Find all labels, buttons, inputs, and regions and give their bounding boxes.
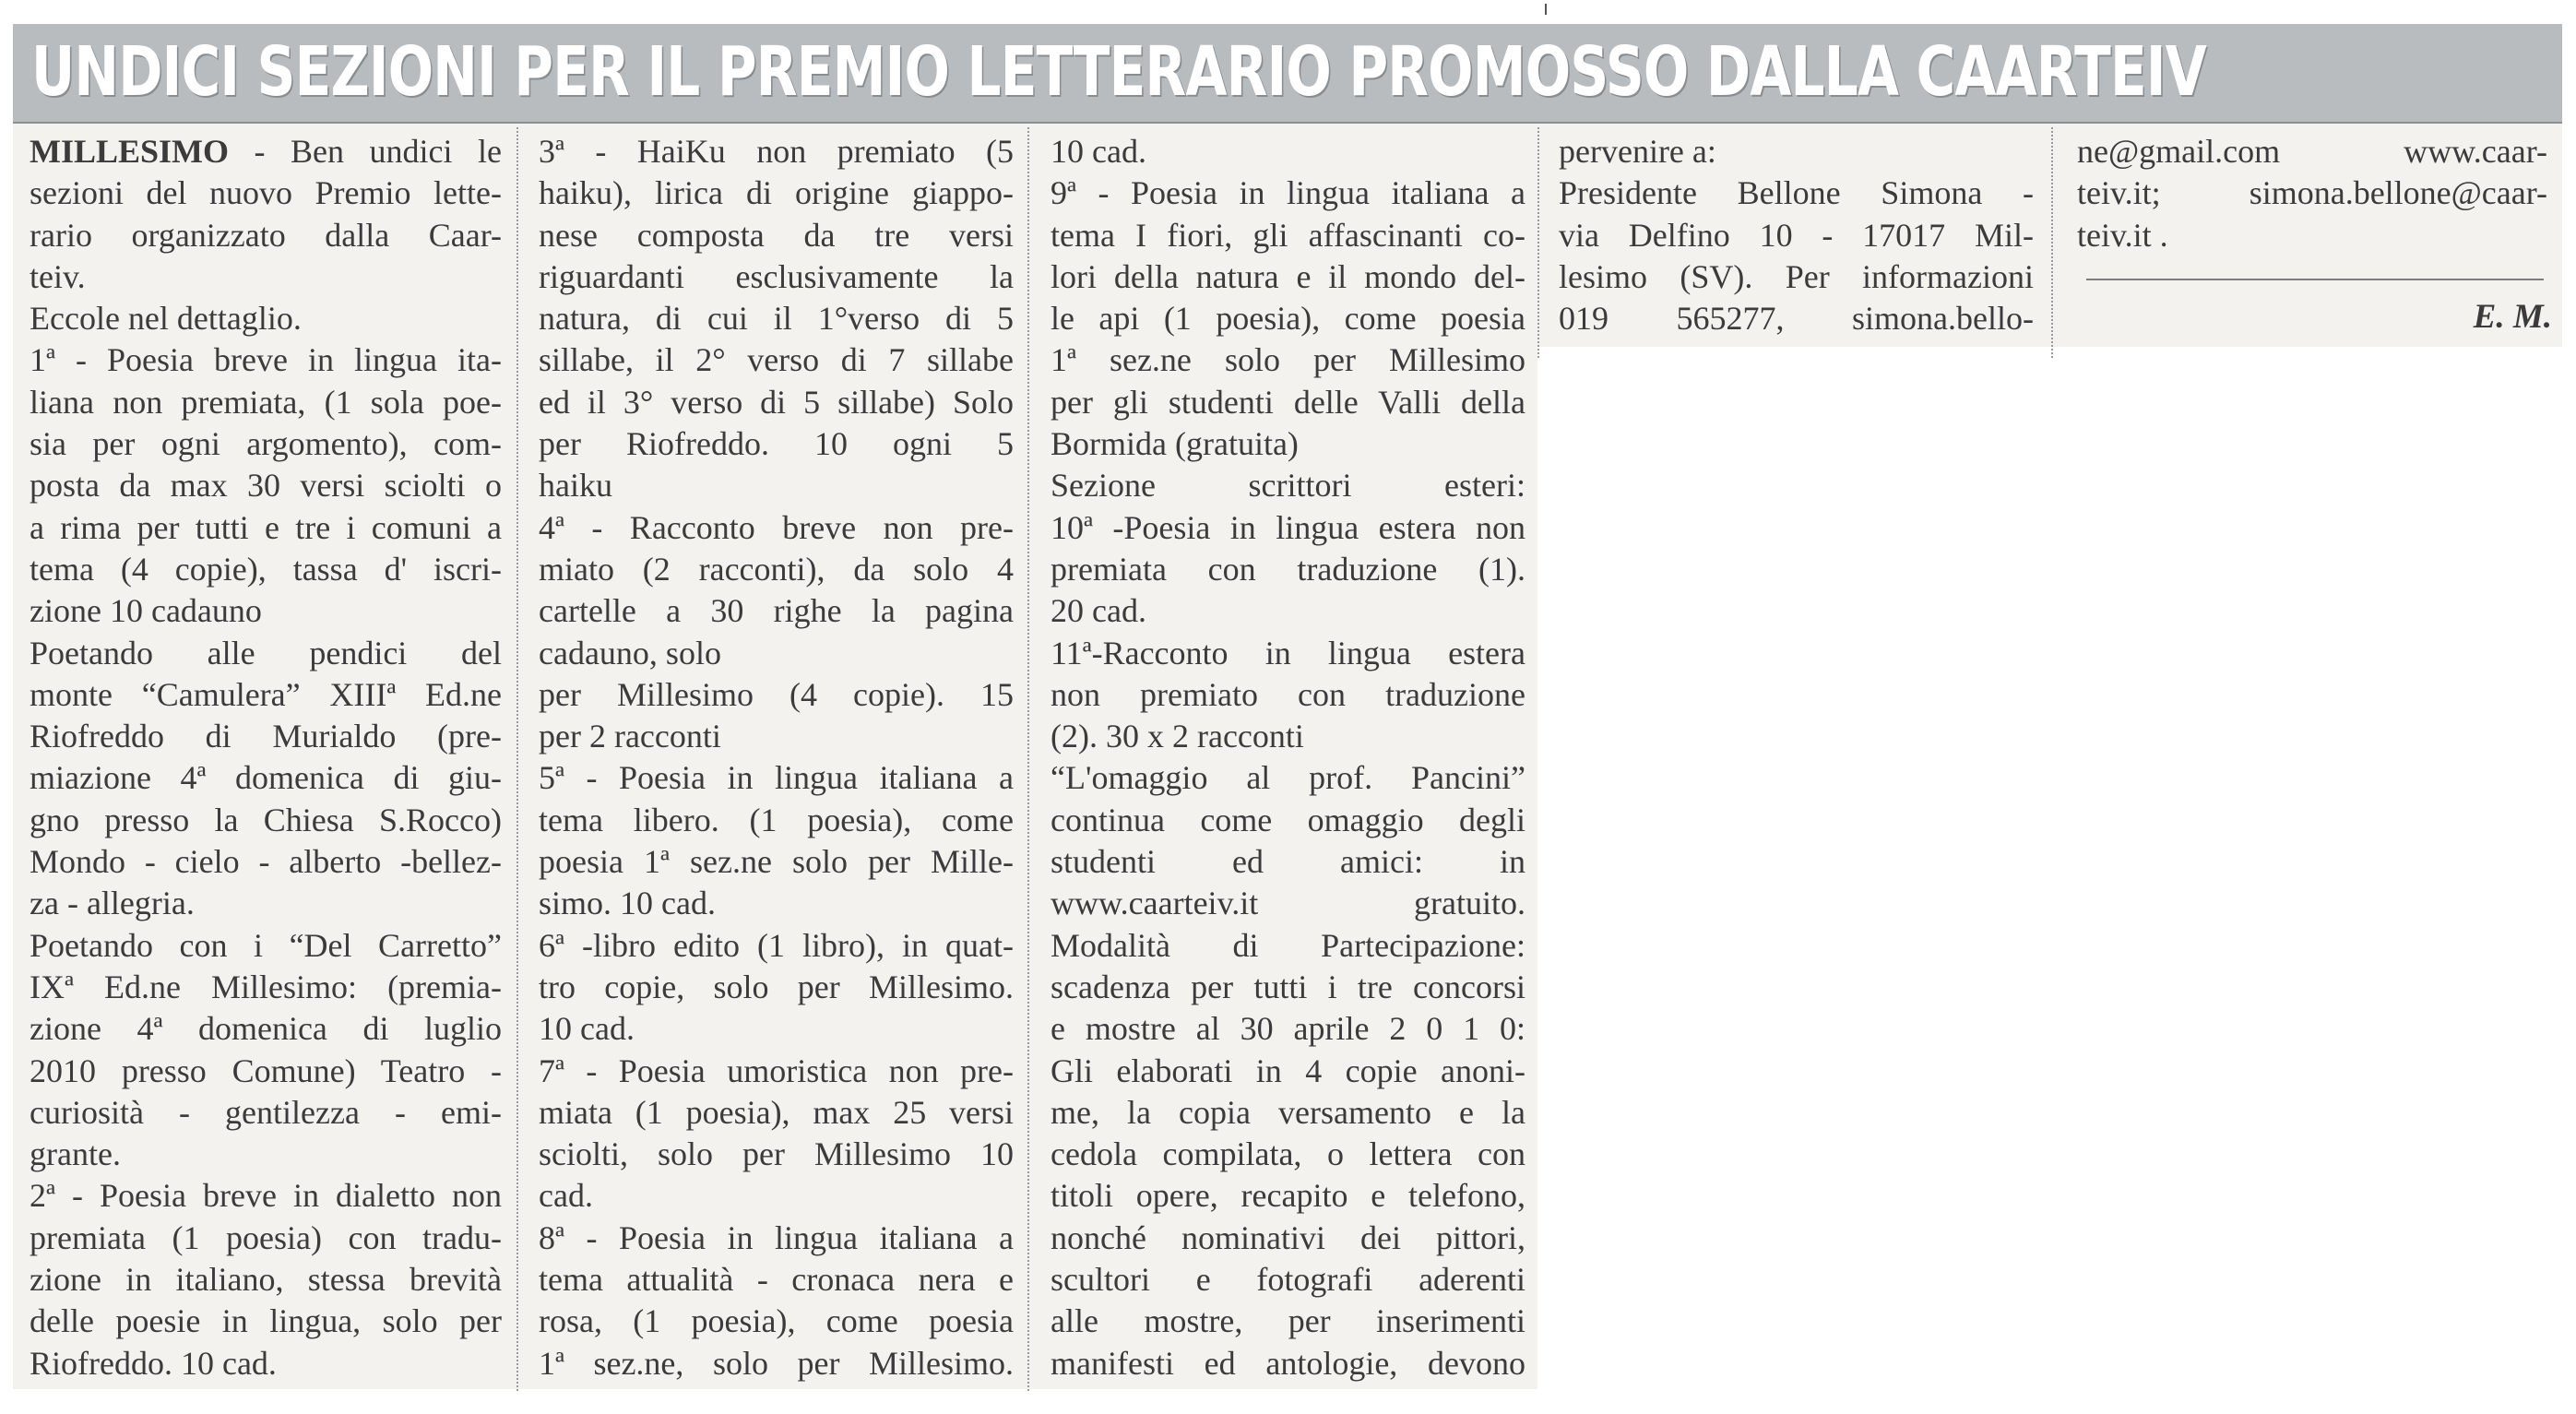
text-line: cad. xyxy=(539,1177,593,1215)
text-line: rosa, (1 poesia), come poesia xyxy=(539,1302,1014,1340)
column-divider xyxy=(516,127,518,1391)
text-line: per Riofreddo. 10 ogni 5 xyxy=(539,425,1014,463)
text-line: cedola compilata, o lettera con xyxy=(1051,1135,1525,1173)
text-line: sia per ogni argomento), com- xyxy=(30,425,502,463)
text-line: studenti ed amici: in xyxy=(1051,843,1525,881)
article-column-2 xyxy=(539,131,1014,1384)
article-column-1 xyxy=(30,131,502,1384)
text-line: miata (1 poesia), max 25 versi xyxy=(539,1093,1014,1131)
text-line: scultori e fotografi aderenti xyxy=(1051,1261,1525,1299)
text-line: Bormida (gratuita) xyxy=(1051,425,1299,463)
text-line: a rima per tutti e tre i comuni a xyxy=(30,508,502,546)
text-line: MILLESIMO - Ben undici le xyxy=(30,133,502,170)
text-line: 4ª - Racconto breve non pre- xyxy=(539,508,1014,546)
text-line: per Millesimo (4 copie). 15 xyxy=(539,675,1014,713)
column-divider xyxy=(1537,127,1539,358)
text-line: tema libero. (1 poesia), come xyxy=(539,801,1014,838)
text-line: Sezione scrittori esteri: xyxy=(1051,467,1525,505)
text-line: pervenire a: xyxy=(1559,133,1716,170)
text-line: e mostre al 30 aprile 2 0 1 0: xyxy=(1051,1010,1525,1048)
text-line: za - allegria. xyxy=(30,885,195,922)
text-line: ne@gmail.com www.caar- xyxy=(2077,133,2547,170)
text-line: Eccole nel dettaglio. xyxy=(30,300,302,338)
article-column-5 xyxy=(2077,131,2547,256)
text-line: 1ª - Poesia breve in lingua ita- xyxy=(30,341,502,379)
column-divider xyxy=(1027,127,1029,1391)
text-line: Mondo - cielo - alberto -bellez- xyxy=(30,843,502,881)
article-column-3 xyxy=(1051,131,1525,1384)
text-line: IXª Ed.ne Millesimo: (premia- xyxy=(30,968,502,1005)
text-line: curiosità - gentilezza - emi- xyxy=(30,1093,502,1131)
headline: UNDICI SEZIONI PER IL PREMIO LETTERARIO PROMOSSO DALLA CAARTEIV xyxy=(31,32,2206,112)
text-line: teiv. xyxy=(30,257,86,295)
text-line: 11ª-Racconto in lingua estera xyxy=(1051,634,1525,671)
text-line: 10 cad. xyxy=(1051,133,1146,170)
text-line: grante. xyxy=(30,1135,121,1173)
text-line: via Delfino 10 - 17017 Mil- xyxy=(1559,216,2034,254)
text-line: nese composta da tre versi xyxy=(539,216,1014,254)
text-line: ed il 3° verso di 5 sillabe) Solo xyxy=(539,383,1014,421)
text-line: le api (1 poesia), come poesia xyxy=(1051,300,1525,338)
text-line: tema attualità - cronaca nera e xyxy=(539,1261,1014,1299)
text-line: miazione 4ª domenica di giu- xyxy=(30,759,502,797)
text-line: Modalità di Partecipazione: xyxy=(1051,926,1525,964)
text-line: 10ª -Poesia in lingua estera non xyxy=(1051,508,1525,546)
text-line: alle mostre, per inserimenti xyxy=(1051,1302,1525,1340)
text-line: simo. 10 cad. xyxy=(539,885,716,922)
dateline: MILLESIMO xyxy=(30,133,230,170)
text-line: haiku xyxy=(539,467,612,505)
text-line: manifesti ed antologie, devono xyxy=(1051,1344,1525,1382)
text-line: scadenza per tutti i tre concorsi xyxy=(1051,968,1525,1005)
text-line: zione 10 cadauno xyxy=(30,592,262,630)
text-line: Riofreddo. 10 cad. xyxy=(30,1344,277,1382)
text-line: zione 4ª domenica di luglio xyxy=(30,1010,502,1048)
text-line: continua come omaggio degli xyxy=(1051,801,1525,838)
text-line: lori della natura e il mondo del- xyxy=(1051,257,1525,295)
text-line: zione in italiano, stessa brevità xyxy=(30,1261,502,1299)
text-line: 1ª sez.ne solo per Millesimo xyxy=(1051,341,1525,379)
text-line: cadauno, solo xyxy=(539,634,721,671)
text-line: 2010 presso Comune) Teatro - xyxy=(30,1052,502,1089)
newspaper-clipping xyxy=(0,18,2576,1414)
text-line: gno presso la Chiesa S.Rocco) xyxy=(30,801,502,838)
text-line: “L'omaggio al prof. Pancini” xyxy=(1051,759,1525,797)
text-line: tro copie, solo per Millesimo. xyxy=(539,968,1014,1005)
text-line: 8ª - Poesia in lingua italiana a xyxy=(539,1218,1014,1256)
text-line: miato (2 racconti), da solo 4 xyxy=(539,550,1014,588)
text-line: 10 cad. xyxy=(539,1010,635,1048)
text-line: premiata (1 poesia) con tradu- xyxy=(30,1218,502,1256)
text-line: 3ª - HaiKu non premiato (5 xyxy=(539,133,1014,170)
text-line: posta da max 30 versi sciolti o xyxy=(30,467,502,505)
text-line: nonché nominativi dei pittori, xyxy=(1051,1218,1525,1256)
text-line: monte “Camulera” XIIIª Ed.ne xyxy=(30,675,502,713)
text-line: Poetando alle pendici del xyxy=(30,634,502,671)
text-line: lesimo (SV). Per informazioni xyxy=(1559,257,2034,295)
closing-rule xyxy=(2086,279,2544,280)
text-line: liana non premiata, (1 sola poe- xyxy=(30,383,502,421)
text-line: haiku), lirica di origine giappo- xyxy=(539,174,1014,212)
text-line: riguardanti esclusivamente la xyxy=(539,257,1014,295)
text-line: tema I fiori, gli affascinanti co- xyxy=(1051,216,1525,254)
text-line: Riofreddo di Murialdo (pre- xyxy=(30,718,502,755)
crop-mark xyxy=(1545,4,1547,15)
text-line: 2ª - Poesia breve in dialetto non xyxy=(30,1177,502,1215)
text-line: teiv.it; simona.bellone@caar- xyxy=(2077,174,2547,212)
text-line: titoli opere, recapito e telefono, xyxy=(1051,1177,1525,1215)
article-column-4 xyxy=(1559,131,2034,339)
author-signature: E. M. xyxy=(2473,298,2552,336)
text-line: poesia 1ª sez.ne solo per Mille- xyxy=(539,843,1014,881)
text-line: teiv.it . xyxy=(2077,216,2168,254)
text-line: delle poesie in lingua, solo per xyxy=(30,1302,502,1340)
text-line: 019 565277, simona.bello- xyxy=(1559,300,2034,338)
text-line: sezioni del nuovo Premio lette- xyxy=(30,174,502,212)
text-line: Presidente Bellone Simona - xyxy=(1559,174,2034,212)
text-line: (2). 30 x 2 racconti xyxy=(1051,718,1304,755)
text-line: 20 cad. xyxy=(1051,592,1146,630)
text-line: 5ª - Poesia in lingua italiana a xyxy=(539,759,1014,797)
text-line: me, la copia versamento e la xyxy=(1051,1093,1525,1131)
text-line: sillabe, il 2° verso di 7 sillabe xyxy=(539,341,1014,379)
column-divider xyxy=(2051,127,2053,358)
text-line: premiata con traduzione (1). xyxy=(1051,550,1525,588)
text-line: rario organizzato dalla Caar- xyxy=(30,216,502,254)
text-line: 9ª - Poesia in lingua italiana a xyxy=(1051,174,1525,212)
text-line: Poetando con i “Del Carretto” xyxy=(30,926,502,964)
text-line: 1ª sez.ne, solo per Millesimo. xyxy=(539,1344,1014,1382)
text-line: Gli elaborati in 4 copie anoni- xyxy=(1051,1052,1525,1089)
text-line: per 2 racconti xyxy=(539,718,721,755)
text-line: natura, di cui il 1°verso di 5 xyxy=(539,300,1014,338)
text-line: cartelle a 30 righe la pagina xyxy=(539,592,1014,630)
text-line: 6ª -libro edito (1 libro), in quat- xyxy=(539,926,1014,964)
text-line: 7ª - Poesia umoristica non pre- xyxy=(539,1052,1014,1089)
text-line: sciolti, solo per Millesimo 10 xyxy=(539,1135,1014,1173)
text-line: non premiato con traduzione xyxy=(1051,675,1525,713)
text-line: tema (4 copie), tassa d' iscri- xyxy=(30,550,502,588)
text-line: per gli studenti delle Valli della xyxy=(1051,383,1525,421)
headline-banner xyxy=(13,24,2562,124)
text-line: www.caarteiv.it gratuito. xyxy=(1051,885,1525,922)
